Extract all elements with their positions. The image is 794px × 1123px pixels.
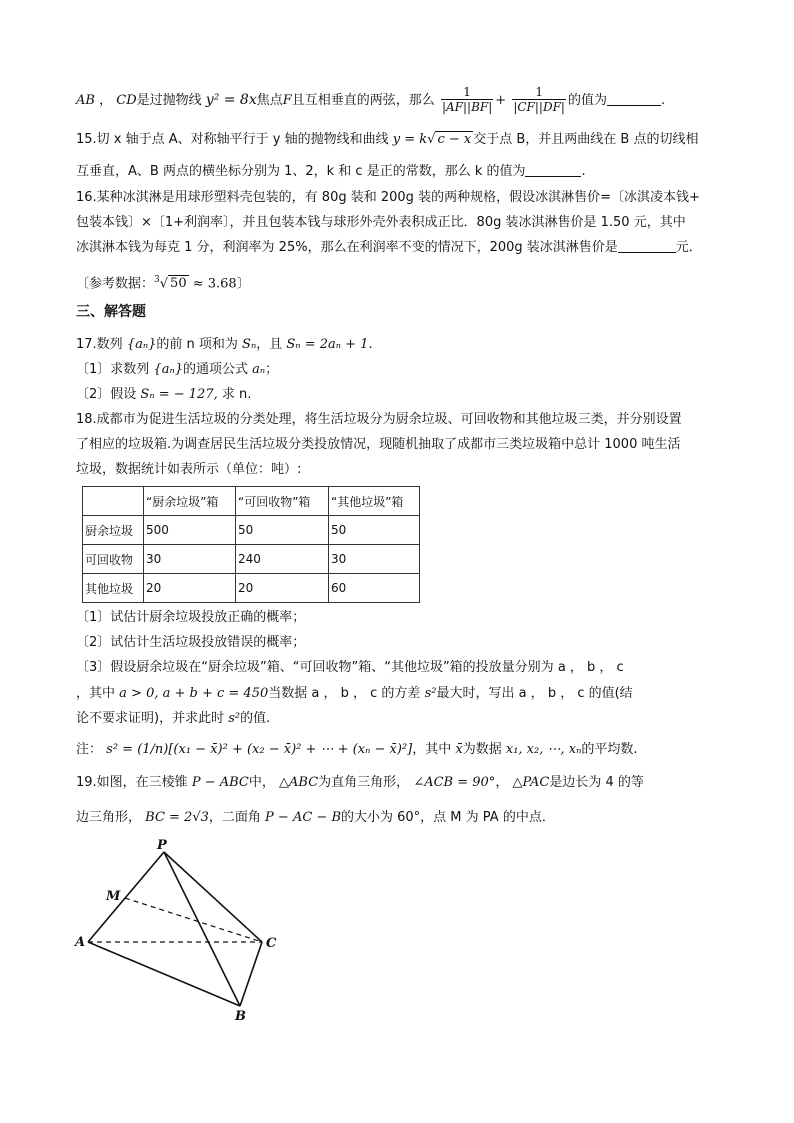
q19-text-a: 19.如图，在三棱锥: [76, 775, 188, 790]
table-row-label: 可回收物: [83, 545, 144, 574]
q19-bc: BC = 2√3: [145, 810, 209, 825]
label-b: B: [235, 1009, 246, 1023]
table-row-label: 其他垃圾: [83, 574, 144, 603]
q14-answer-blank: [607, 91, 661, 106]
q14-formula: y² = 8x: [205, 92, 257, 108]
q19-line-2: [76, 808, 722, 828]
edge-ap: [88, 852, 164, 942]
table-row: [83, 545, 420, 574]
q18-p3-cond-1: a > 0,: [119, 686, 159, 701]
q19-text-b: 中，: [248, 775, 275, 790]
q18-note-xbar: x̄: [455, 742, 463, 757]
q19-text-e: 是边长为 4 的等: [549, 775, 644, 790]
q18-note-text-b: 为数据: [462, 742, 502, 757]
q16-ref-label: 〔参考数据：: [76, 276, 155, 292]
q17-part-1: [76, 360, 722, 380]
q16-ref-value: ≈ 3.68〕: [188, 276, 250, 292]
q19-text-h: 的大小为 60°，点 M 为 PA 的中点．: [341, 810, 555, 825]
label-m: M: [106, 889, 121, 904]
q17-text-b: 的前 n 项和为: [156, 337, 238, 352]
table-cell: 240: [236, 545, 329, 574]
table-header-cell: “可回收物”箱: [236, 487, 329, 516]
q17-p1-seq: {aₙ}: [153, 362, 183, 377]
q18-part-3-line-2: [76, 684, 722, 704]
q14-end: .: [660, 93, 666, 108]
q16-reference: 〔参考数据：$^3$√ 50 ≈ 3.68〕: [76, 275, 250, 292]
table-cell: 500: [144, 516, 236, 545]
waste-table: [82, 486, 420, 603]
q16-ref-root-index: 3: [154, 275, 160, 285]
table-row-label: 厨余垃圾: [83, 516, 144, 545]
q18-p3-text-e: 的值.: [240, 711, 271, 726]
label-a: A: [75, 935, 86, 950]
table-cell: 50: [329, 516, 420, 545]
q14-line: [76, 86, 722, 115]
q17-text-a: 17.数列: [76, 337, 123, 352]
q18-p3-text-d: 论不要求证明)，并求此时: [76, 711, 225, 726]
q15-line-2: [76, 162, 722, 182]
q19-angle: ∠ACB = 90°: [413, 775, 496, 790]
q18-p3-cond-2: a + b + c = 450: [162, 686, 269, 701]
table-header-cell: “其他垃圾”箱: [329, 487, 420, 516]
q18-note-label: 注：: [76, 742, 103, 757]
q17-p1-text-a: 〔1〕求数列: [76, 362, 150, 377]
edge-pb: [164, 852, 240, 1006]
q18-part-1: 〔1〕试估计厨余垃圾投放正确的概率；: [76, 610, 306, 625]
q17-p2-text-b: 求 n.: [221, 387, 252, 402]
q14-cd: CD: [116, 93, 137, 108]
q18-p3-text-c: 最大时，写出 a ， b ， c 的值(结: [436, 686, 633, 701]
label-p: P: [157, 838, 167, 853]
q14-f2-num: 1: [535, 85, 543, 99]
table-header-cell: [83, 487, 144, 516]
q19-text-d: ，: [495, 775, 509, 790]
q17-equation: Sₙ = 2aₙ + 1.: [286, 337, 373, 352]
table-row: [83, 574, 420, 603]
q17-seq: {aₙ}: [126, 337, 157, 352]
q14-text3: 且互相垂直的两弦，那么: [291, 93, 435, 108]
q14-fraction-1: [441, 86, 493, 115]
q14-f1-num: 1: [463, 85, 471, 99]
segment-mc-hidden: [125, 898, 262, 942]
table-row: [83, 516, 420, 545]
q15-curve: y = k: [392, 132, 428, 147]
q14-text2: 焦点: [256, 93, 283, 108]
pyramid-figure: [72, 838, 292, 1023]
q19-text-g: ，二面角: [208, 810, 261, 825]
q15-curve-radicand: c − x: [437, 132, 472, 147]
q14-f1-den: |AF||BF|: [441, 100, 493, 114]
q14-f2-den: |CF||DF|: [513, 100, 565, 114]
q16-line-3: [76, 238, 722, 258]
q17-text-c: ，且: [256, 337, 283, 352]
q17-p2-equation: Sₙ = − 127,: [140, 387, 218, 402]
q15-answer-blank: [525, 162, 581, 177]
table-cell: 20: [144, 574, 236, 603]
q18-line-2: 了相应的垃圾箱.为调查居民生活垃圾分类投放情况，现随机抽取了成都市三类垃圾箱中总计 1000 吨生活: [76, 437, 681, 452]
edge-cb: [240, 942, 262, 1006]
q18-p3-s2: s²: [424, 686, 437, 701]
q18-part-3-line-1: 〔3〕假设厨余垃圾在“厨余垃圾”箱、“可回收物”箱、“其他垃圾”箱的投放量分别为 a ， b ， c: [76, 660, 624, 675]
q18-p3-s2-b: s²: [228, 711, 241, 726]
q14-fraction-2: [512, 86, 566, 115]
label-c: C: [266, 936, 277, 951]
q14-f: F: [282, 93, 292, 108]
q18-p3-text-b: 当数据 a ， b ， c 的方差: [268, 686, 421, 701]
q16-end: 元．: [675, 240, 702, 255]
q19-triangle-pac: △PAC: [512, 775, 550, 790]
q15-line-1: 15.切 x 轴于点 A、对称轴平行于 y 轴的抛物线和曲线 y = k√ c − x 交于点 B，并且两曲线在 B 点的切线相: [76, 132, 699, 147]
q14-text4: 的值为: [567, 93, 607, 108]
table-cell: 30: [329, 545, 420, 574]
table-cell: 20: [236, 574, 329, 603]
q19-text-f: 边三角形，: [76, 810, 142, 825]
q15-text-b: 交于点 B，并且两曲线在 B 点的切线相: [473, 132, 699, 147]
q14-text1: 是过抛物线: [136, 93, 202, 108]
q15-end: .: [581, 164, 586, 179]
q18-variance-formula: s² = (1/n)[(x₁ − x̄)² + (x₂ − x̄)² + ⋯ + (xₙ − x̄)²]: [106, 742, 413, 757]
q19-pyramid: P − ABC: [191, 775, 249, 790]
q19-text-c: 为直角三角形，: [318, 775, 410, 790]
q15-text-a: 15.切 x 轴于点 A、对称轴平行于 y 轴的抛物线和曲线: [76, 132, 389, 147]
q14-ab: AB: [76, 93, 95, 108]
q18-p3-text-a: ，其中: [76, 686, 116, 701]
q16-ref-radicand: 50: [170, 276, 187, 292]
q19-line-1: [76, 773, 722, 793]
q18-note-text-c: 的平均数.: [581, 742, 638, 757]
q18-line-3: 垃圾，数据统计如表所示（单位：吨）:: [76, 462, 302, 477]
q19-dihedral: P − AC − B: [265, 810, 341, 825]
q17-p1-end: ；: [265, 362, 279, 377]
q18-part-2: 〔2〕试估计生活垃圾投放错误的概率；: [76, 635, 306, 650]
q18-note-text-a: ，其中: [412, 742, 452, 757]
edge-pc: [164, 852, 262, 942]
q14-plus: +: [495, 93, 507, 108]
q18-note-data: x₁, x₂, ⋯, xₙ: [505, 742, 582, 757]
q16-text-a: 冰淇淋本钱为每克 1 分，利润率为 25%，那么在利润率不变的情况下，200g 装冰淇淋售价是: [76, 240, 618, 255]
table-cell: 60: [329, 574, 420, 603]
q18-part-3-line-3: [76, 709, 722, 729]
q17-p1-text-b: 的通项公式: [182, 362, 248, 377]
q17-p2-text-a: 〔2〕假设: [76, 387, 137, 402]
q17-sn: Sₙ: [242, 337, 257, 352]
q15-text-c: 互垂直，A、B 两点的横坐标分别为 1、2，k 和 c 是正的常数，那么 k 的值为: [76, 164, 526, 179]
q14-comma: ，: [99, 93, 113, 108]
q18-note: [76, 740, 722, 760]
q17-p1-an: aₙ: [252, 362, 266, 377]
q18-line-1: 18.成都市为促进生活垃圾的分类处理，将生活垃圾分为厨余垃圾、可回收物和其他垃圾三类，并分别设置: [76, 412, 682, 427]
section-title: 三、解答题: [76, 304, 146, 320]
q17-line-1: [76, 335, 722, 355]
q16-line-2: 包装本钱〕×〔1+利润率〕，并且包装本钱与球形外壳外表积成正比．80g 装冰淇淋售价是 1.50 元，其中: [76, 215, 686, 230]
q19-triangle-abc: △ABC: [279, 775, 319, 790]
table-header-cell: “厨余垃圾”箱: [144, 487, 236, 516]
table-cell: 50: [236, 516, 329, 545]
q16-line-1: 16.某种冰淇淋是用球形塑料壳包装的，有 80g 装和 200g 装的两种规格，假设冰淇淋售价=〔冰淇凌本钱+: [76, 190, 700, 205]
q16-answer-blank: [618, 238, 676, 253]
q17-part-2: [76, 385, 722, 405]
edge-ab: [88, 942, 240, 1006]
table-cell: 30: [144, 545, 236, 574]
table-header-row: [83, 487, 420, 516]
